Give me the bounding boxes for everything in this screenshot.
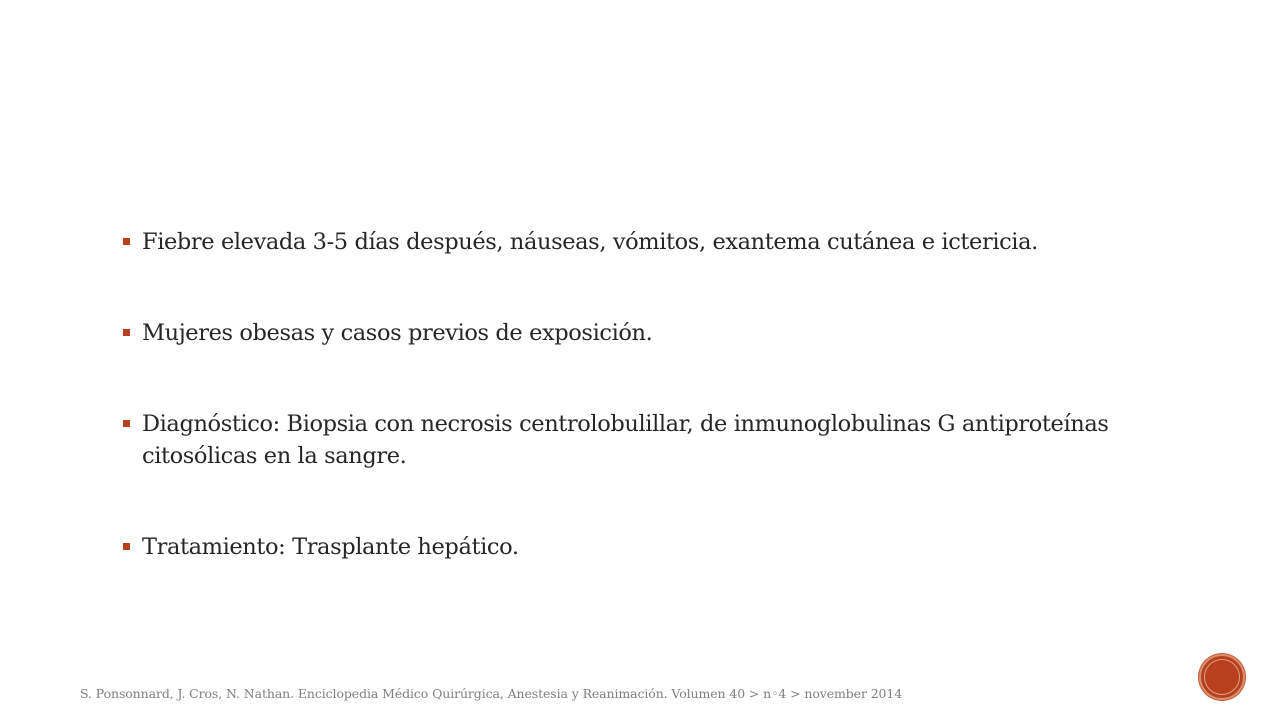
- bullet-item: [122, 531, 1182, 563]
- bullet-list: [122, 226, 1182, 563]
- bullet-text: Fiebre elevada 3-5 días después, náuseas, vómitos, exantema cutánea e ictericia.: [142, 229, 1038, 255]
- slide-number-badge: [1199, 654, 1245, 700]
- bullet-item: [122, 226, 1182, 258]
- square-bullet-icon: [123, 420, 130, 427]
- bullet-item: [122, 408, 1182, 472]
- bullet-item: [122, 317, 1182, 349]
- square-bullet-icon: [123, 543, 130, 550]
- bullet-text: Tratamiento: Trasplante hepático.: [142, 534, 519, 560]
- square-bullet-icon: [123, 238, 130, 245]
- square-bullet-icon: [123, 329, 130, 336]
- bullet-text: Diagnóstico: Biopsia con necrosis centrolobulillar, de inmunoglobulinas G antiproteínas citosólicas en la sangre.: [142, 411, 1109, 469]
- bullet-text: Mujeres obesas y casos previos de exposición.: [142, 320, 653, 346]
- badge-ring: [1204, 659, 1240, 695]
- footer-citation: S. Ponsonnard, J. Cros, N. Nathan. Enciclopedia Médico Quirúrgica, Anestesia y Reanimación. Volumen 40 > n◦4 > november 2014: [80, 686, 903, 701]
